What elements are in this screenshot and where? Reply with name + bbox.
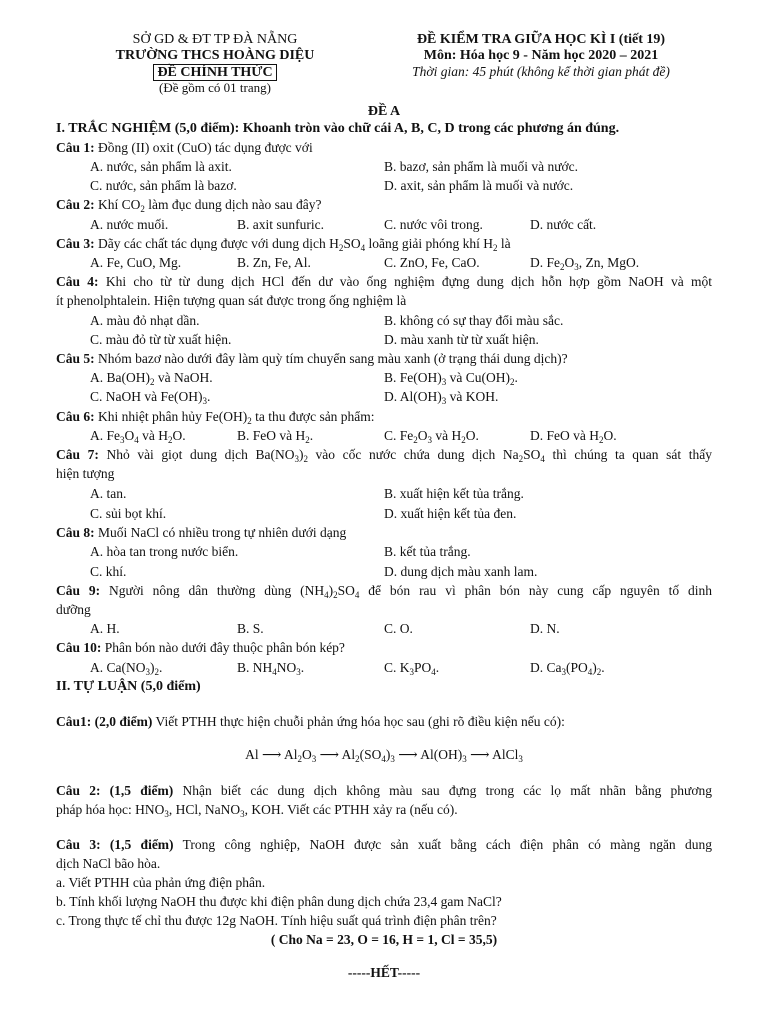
q7-options-row2	[56, 505, 712, 523]
school-name: TRƯỜNG THCS HOÀNG DIỆU	[115, 48, 315, 63]
question-7: Câu 7: Nhỏ vài giọt dung dịch $Ba(NO_3)_2$ vào cốc nước chứa dung dịch $Na_2SO_4$ thì chúng ta quan sát thấy	[56, 447, 712, 464]
q2-option-c[interactable]: C. nước vôi trong.	[384, 217, 483, 232]
q9-option-a[interactable]: A. H.	[90, 621, 120, 636]
question-9-cont: dưỡng	[56, 602, 91, 617]
question-10	[56, 639, 712, 657]
question-4-cont: ít phenolphtalein. Hiện tượng quan sát được trong ống nghiệm là	[56, 293, 407, 308]
q8-options-row1	[56, 543, 712, 561]
department-name: SỞ GD & ĐT TP ĐÀ NẴNG	[132, 32, 298, 47]
q2-options	[56, 216, 712, 234]
question-label: Câu 4:	[56, 274, 99, 289]
q10-options	[56, 659, 712, 677]
essay-3-part-b: b. Tính khối lượng NaOH thu được khi điện phân dung dịch chứa 23,4 gam NaCl?	[56, 894, 502, 909]
q6-option-c[interactable]: C. $Fe_2O_3$ và $H_2O$.	[384, 428, 479, 445]
question-label: Câu 9:	[56, 583, 101, 598]
section2-heading: II. TỰ LUẬN (5,0 điểm)	[56, 679, 201, 694]
q8-options-row2	[56, 563, 712, 581]
q4-option-b[interactable]: B. không có sự thay đổi màu sắc.	[384, 313, 564, 328]
q10-option-c[interactable]: C. $K_3PO_4$.	[384, 660, 440, 677]
q6-option-b[interactable]: B. FeO và $H_2$.	[237, 428, 314, 445]
essay-3-part-c: c. Trong thực tế chỉ thu được 12g NaOH. Tính hiệu suất quá trình điện phân trên?	[56, 913, 497, 928]
question-stem: Nhóm bazơ nào dưới đây làm quỳ tím chuyển sang màu xanh (ở trạng thái dung dịch)?	[98, 351, 568, 366]
q5-option-a[interactable]: A. $Ba(OH)_2$ và NaOH.	[90, 370, 213, 387]
q4-option-c[interactable]: C. màu đỏ từ từ xuất hiện.	[90, 332, 232, 347]
exam-header	[0, 32, 768, 102]
question-4	[56, 273, 712, 291]
q4-option-d[interactable]: D. màu xanh từ từ xuất hiện.	[384, 332, 539, 347]
question-3: Câu 3: Dãy các chất tác dụng được với dung dịch $H_2SO_4$ loãng giải phóng khí $H_2$ là	[56, 236, 511, 253]
header-right	[376, 32, 706, 80]
q5-options-row2	[56, 388, 712, 406]
question-7-cont: hiện tượng	[56, 466, 115, 481]
q1-options-row2	[56, 177, 712, 195]
q8-option-a[interactable]: A. hòa tan trong nước biển.	[90, 544, 239, 559]
essay-3-part-a: a. Viết PTHH của phản ứng điện phân.	[56, 875, 266, 890]
question-stem: Trong công nghiệp, NaOH được sản xuất bằng cách điện phân có màng ngăn dung	[182, 837, 712, 852]
question-stem: Viết PTHH thực hiện chuỗi phản ứng hóa học sau (ghi rõ điều kiện nếu có):	[155, 714, 565, 729]
q10-option-a[interactable]: A. $Ca(NO_3)_2$.	[90, 660, 163, 677]
reaction-chain: Al ⟶ $Al_2O_3$ ⟶ $Al_2(SO_4)_3$ ⟶ $Al(OH)_3$ ⟶ AlCl$_3$	[245, 747, 523, 764]
question-label: Câu 3: (1,5 điểm)	[56, 837, 174, 852]
question-stem: Khi cho từ từ dung dịch HCl đến dư vào ống nghiệm đựng dung dịch hỗn hợp gồm NaOH và một	[105, 274, 712, 289]
question-label: Câu 6:	[56, 409, 95, 424]
q3-option-d[interactable]: D. $Fe_2O_3$, Zn, MgO.	[530, 255, 640, 272]
q9-option-b[interactable]: B. S.	[237, 621, 264, 636]
q4-options-row2	[56, 331, 712, 349]
question-stem: Muối NaCl có nhiều trong tự nhiên dưới dạng	[98, 525, 347, 540]
q1-option-c[interactable]: C. nước, sản phẩm là bazơ.	[90, 178, 237, 193]
q9-option-c[interactable]: C. O.	[384, 621, 413, 636]
question-label: Câu 2: (1,5 điểm)	[56, 783, 174, 798]
q2-option-a[interactable]: A. nước muối.	[90, 217, 169, 232]
q8-option-b[interactable]: B. kết tủa trắng.	[384, 544, 471, 559]
essay-question-1	[56, 713, 712, 731]
q8-option-d[interactable]: D. dung dịch màu xanh lam.	[384, 564, 538, 579]
q4-options-row1	[56, 312, 712, 330]
question-label: Câu 2:	[56, 197, 95, 212]
q2-option-b[interactable]: B. axit sunfuric.	[237, 217, 324, 232]
q4-option-a[interactable]: A. màu đỏ nhạt dần.	[90, 313, 200, 328]
question-stem: Đồng (II) oxit (CuO) tác dụng được với	[98, 140, 313, 155]
q5-option-c[interactable]: C. NaOH và $Fe(OH)_3$.	[90, 389, 211, 406]
q6-option-d[interactable]: D. FeO và $H_2O$.	[530, 428, 617, 445]
q3-option-c[interactable]: C. ZnO, Fe, CaO.	[384, 255, 480, 270]
question-label: Câu 5:	[56, 351, 95, 366]
q5-option-d[interactable]: D. $Al(OH)_3$ và KOH.	[384, 389, 499, 406]
q5-option-b[interactable]: B. $Fe(OH)_3$ và $Cu(OH)_2$.	[384, 370, 518, 387]
question-stem: Phân bón nào dưới đây thuộc phân bón kép?	[104, 640, 345, 655]
question-9: Câu 9: Người nông dân thường dùng $(NH_4)_2SO_4$ để bón rau vì phân bón này cung cấp nguyên tố dinh	[56, 583, 712, 600]
given-atomic-masses: ( Cho Na = 23, O = 16, H = 1, Cl = 35,5)	[270, 932, 498, 947]
q2-option-d[interactable]: D. nước cất.	[530, 217, 597, 232]
q7-options-row1	[56, 485, 712, 503]
q7-option-b[interactable]: B. xuất hiện kết tủa trắng.	[384, 486, 524, 501]
q7-option-d[interactable]: D. xuất hiện kết tủa đen.	[384, 506, 517, 521]
q3-option-a[interactable]: A. Fe, CuO, Mg.	[90, 255, 182, 270]
question-8	[56, 524, 712, 542]
q1-option-b[interactable]: B. bazơ, sản phẩm là muối và nước.	[384, 159, 579, 174]
q7-option-c[interactable]: C. sủi bọt khí.	[90, 506, 167, 521]
question-label: Câu1: (2,0 điểm)	[56, 714, 153, 729]
q9-option-d[interactable]: D. N.	[530, 621, 560, 636]
q3-options	[56, 254, 712, 272]
essay-question-3	[56, 836, 712, 854]
end-marker: -----HẾT-----	[347, 965, 421, 980]
header-left	[95, 32, 335, 96]
question-label: Câu 7:	[56, 447, 99, 462]
essay-question-3-cont: dịch NaCl bão hòa.	[56, 856, 161, 871]
q3-option-b[interactable]: B. Zn, Fe, Al.	[237, 255, 311, 270]
q10-option-d[interactable]: D. $Ca_3(PO_4)_2$.	[530, 660, 605, 677]
q7-option-a[interactable]: A. tan.	[90, 486, 127, 501]
exam-title: ĐỀ KIỂM TRA GIỮA HỌC KÌ I (tiết 19)	[416, 32, 666, 47]
official-exam-stamp: ĐỀ CHÍNH THỨC	[153, 64, 276, 81]
question-label: Câu 8:	[56, 525, 95, 540]
q10-option-b[interactable]: B. $NH_4NO_3$.	[237, 660, 305, 677]
question-1	[56, 139, 712, 157]
subject-line: Môn: Hóa học 9 - Năm học 2020 – 2021	[423, 48, 659, 63]
q5-options-row1	[56, 369, 712, 387]
question-6: Câu 6: Khi nhiệt phân hủy $Fe(OH)_2$ ta thu được sản phẩm:	[56, 409, 375, 426]
q1-option-a[interactable]: A. nước, sản phẩm là axit.	[90, 159, 232, 174]
q8-option-c[interactable]: C. khí.	[90, 564, 127, 579]
q6-options	[56, 427, 712, 445]
q1-options-row1	[56, 158, 712, 176]
q1-option-d[interactable]: D. axit, sản phẩm là muối và nước.	[384, 178, 574, 193]
question-label: Câu 1:	[56, 140, 95, 155]
exam-code: ĐỀ A	[367, 104, 401, 119]
essay-question-2-cont: pháp hóa học: $HNO_3$, HCl, NaNO$_3$, KOH. Viết các PTHH xảy ra (nếu có).	[56, 802, 458, 819]
q6-option-a[interactable]: A. $Fe_3O_4$ và $H_2O$.	[90, 428, 186, 445]
pages-note: (Đề gồm có 01 trang)	[159, 80, 271, 95]
question-stem: Nhận biết các dung dịch không màu sau đựng trong các lọ mất nhãn bằng phương	[182, 783, 713, 798]
question-label: Câu 3:	[56, 236, 95, 251]
question-5	[56, 350, 712, 368]
essay-question-2	[56, 782, 712, 800]
section1-heading: I. TRẮC NGHIỆM (5,0 điểm): Khoanh tròn vào chữ cái A, B, C, D trong các phương án đúng.	[56, 121, 620, 136]
time-limit: Thời gian: 45 phút (không kể thời gian phát đề)	[412, 64, 670, 79]
question-2: Câu 2: Khí $CO_2$ làm đục dung dịch nào sau đây?	[56, 197, 322, 214]
q9-options	[56, 620, 712, 638]
question-label: Câu 10:	[56, 640, 102, 655]
